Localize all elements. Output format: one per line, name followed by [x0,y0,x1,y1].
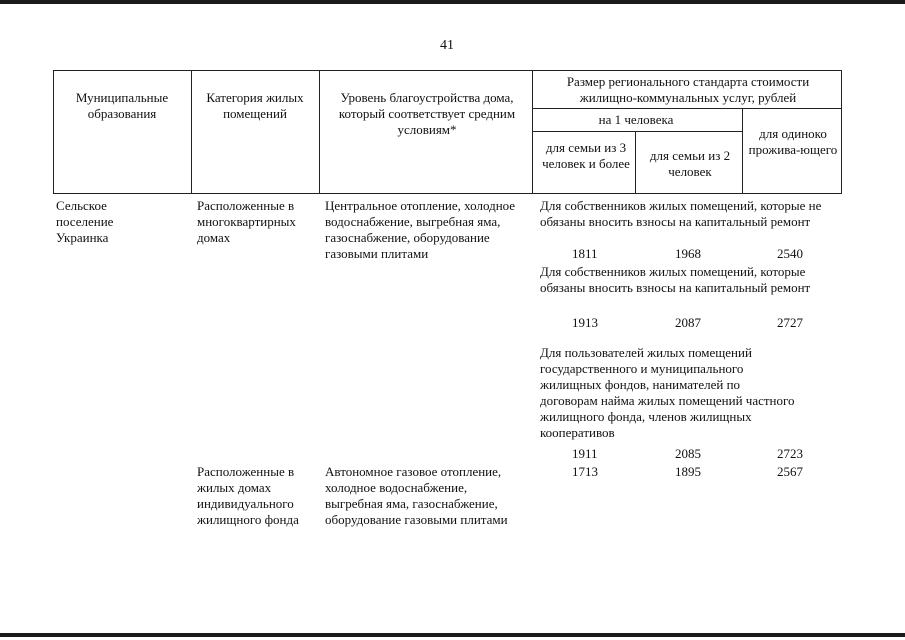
header-family-3: для семьи из 3 человек и более [542,140,630,171]
category-apartment-buildings: Расположенные в многоквартирных домах [197,198,296,245]
category-individual-houses: Расположенные в жилых домах индивидуального жилищного фонда [197,464,299,527]
level-individual-houses: Автономное газовое отопление, холодное водоснабжение, выгребная яма, газоснабжение, оборудование газовыми плитами [325,464,508,527]
value-individual-family3: 1713 [572,464,598,479]
value-owners-repair-single: 2727 [777,315,803,330]
value-tenants-family3: 1911 [572,446,598,461]
value-tenants-single: 2723 [777,446,803,461]
group-owners-repair-label: Для собственников жилых помещений, которые обязаны вносить взносы на капитальный ремонт [540,264,811,295]
header-per-person: на 1 человека [598,112,674,127]
header-family-2: для семьи из 2 человек [649,148,731,179]
header-standard-size: Размер регионального стандарта стоимости жилищно-коммунальных услуг, рублей [566,74,810,105]
bottom-border [0,633,905,637]
header-municipality: Муниципальные образования [75,90,169,121]
group-owners-no-repair-label: Для собственников жилых помещений, которые не обязаны вносить взносы на капитальный ремонт [540,198,822,229]
value-tenants-family2: 2085 [675,446,701,461]
header-single: для одиноко прожива-ющего [748,126,838,157]
top-border [0,0,905,4]
header-category: Категория жилых помещений [206,90,304,121]
value-owners-no-repair-family3: 1811 [572,246,598,261]
value-individual-family2: 1895 [675,464,701,479]
value-owners-repair-family3: 1913 [572,315,598,330]
value-owners-repair-family2: 2087 [675,315,701,330]
level-apartment-buildings: Центральное отопление, холодное водоснабжение, выгребная яма, газоснабжение, оборудование газовыми плитами [325,198,516,261]
municipality-name: Сельское поселение Украинка [56,198,114,245]
value-individual-single: 2567 [777,464,803,479]
page-number: 41 [440,38,454,53]
value-owners-no-repair-single: 2540 [777,246,803,261]
value-owners-no-repair-family2: 1968 [675,246,701,261]
group-tenants-label: Для пользователей жилых помещений государственного и муниципального жилищных фондов, нанимателей по договорам найма жилых помещений частного жилищного фонда, членов жилищных кооперативов [540,345,795,440]
header-level: Уровень благоустройства дома, который соответствует средним условиям* [338,90,516,137]
